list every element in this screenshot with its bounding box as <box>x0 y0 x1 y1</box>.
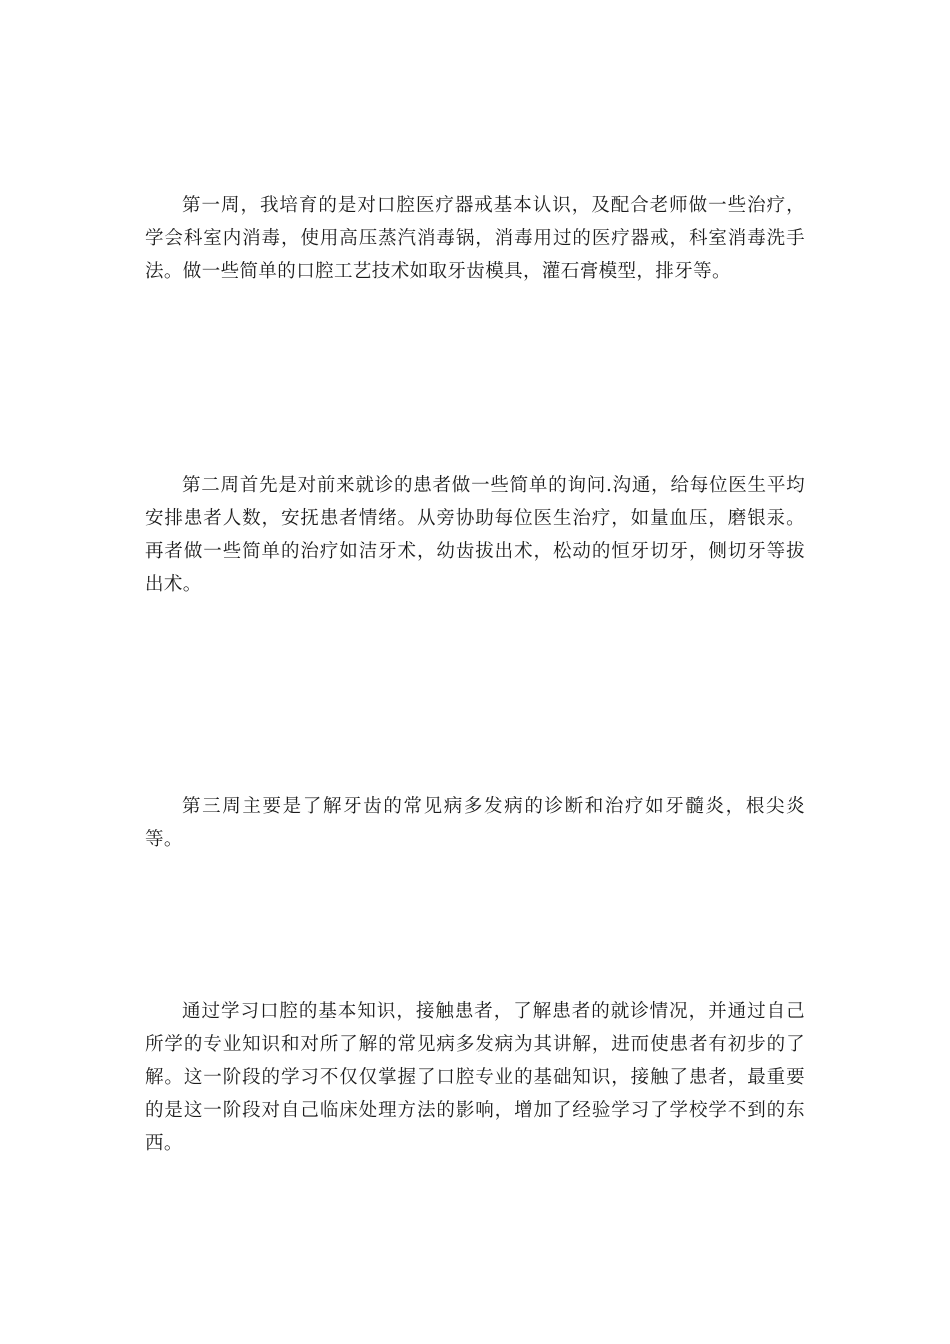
paragraph-week-one: 第一周，我培育的是对口腔医疗器戒基本认识，及配合老师做一些治疗，学会科室内消毒，使用高压蒸汽消毒锅，消毒用过的医疗器戒，科室消毒洗手法。做一些简单的口腔工艺技术如取牙齿模具，灌石膏模型，排牙等。 <box>145 195 805 282</box>
paragraph-summary: 通过学习口腔的基本知识，接触患者，了解患者的就诊情况，并通过自己所学的专业知识和对所了解的常见病多发病为其讲解，进而使患者有初步的了解。这一阶段的学习不仅仅掌握了口腔专业的基础知识，接触了患者，最重要的是这一阶段对自己临床处理方法的影响，增加了经验学习了学校学不到的东西。 <box>145 1001 805 1154</box>
paragraph-week-three: 第三周主要是了解牙齿的常见病多发病的诊断和治疗如牙髓炎，根尖炎等。 <box>145 796 805 850</box>
paragraph-week-two: 第二周首先是对前来就诊的患者做一些简单的询问.沟通，给每位医生平均安排患者人数，安抚患者情绪。从旁协助每位医生治疗，如量血压，磨银汞。再者做一些简单的治疗如洁牙术，幼齿拔出术，松动的恒牙切牙，侧切牙等拔出术。 <box>145 475 805 595</box>
